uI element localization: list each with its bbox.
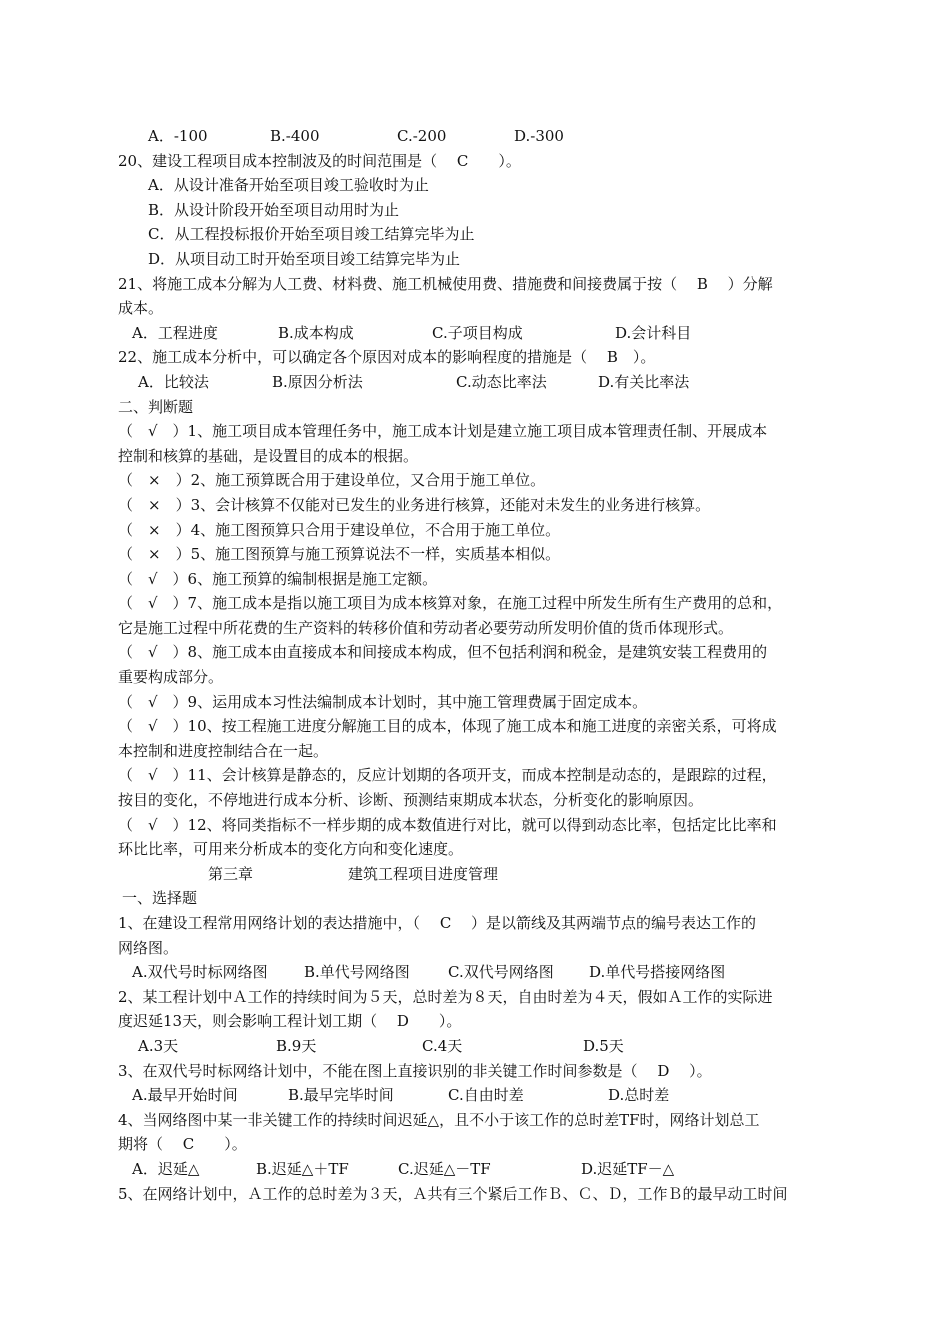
option-d: D.-300 <box>514 127 564 145</box>
c2-options <box>118 1034 838 1059</box>
option-a: A．迟延△ <box>132 1159 200 1178</box>
judge-line: （ × ）4、施工图预算只合用于建设单位，不合用于施工单位。 <box>118 520 561 539</box>
option-a: A．比较法 <box>138 372 209 391</box>
chapter-heading <box>118 862 838 887</box>
option-d: D.会计科目 <box>615 323 692 342</box>
option-c: C.子项目构成 <box>432 323 523 342</box>
judge-line: （ √ ）8、施工成本由直接成本和间接成本构成，但不包括利润和税金，是建筑安装工程费用的 <box>118 643 768 662</box>
c3-options <box>118 1083 838 1108</box>
option-a: A.3天 <box>138 1036 179 1055</box>
option-c: C.4天 <box>422 1036 463 1055</box>
option-b: B.-400 <box>270 127 320 145</box>
q20-option-c: C．从工程投标报价开始至项目竣工结算完毕为止 <box>148 225 475 244</box>
option-b: B.原因分析法 <box>272 372 363 391</box>
judge-line: 它是施工过程中所花费的生产资料的转移价值和劳动者必要劳动所发明价值的货币体现形式。 <box>118 618 734 637</box>
question-4-stem-cont: 期将（ C ）。 <box>118 1135 247 1154</box>
question-5-stem: 5、在网络计划中，Ａ工作的总时差为３天，Ａ共有三个紧后工作Ｂ、Ｃ、Ｄ，工作Ｂ的最早动工时间 <box>118 1184 788 1203</box>
option-a: A.双代号时标网络图 <box>132 963 268 982</box>
question-1-stem-cont: 网络图。 <box>118 938 179 957</box>
question-20-stem: 20、建设工程项目成本控制波及的时间范围是（ C ）。 <box>118 151 521 170</box>
judge-line: （ × ）2、施工预算既合用于建设单位，又合用于施工单位。 <box>118 471 546 490</box>
option-d: D.总时差 <box>608 1086 670 1105</box>
judge-line: （ × ）3、会计核算不仅能对已发生的业务进行核算，还能对未发生的业务进行核算。 <box>118 495 711 514</box>
judge-line: 重要构成部分。 <box>118 668 224 687</box>
question-22-stem: 22、施工成本分析中，可以确定各个原因对成本的影响程度的措施是（ B ）。 <box>118 348 656 367</box>
section-title-choice: 一、选择题 <box>122 889 198 908</box>
option-c: C.双代号网络图 <box>448 963 554 982</box>
option-b: B.迟延△＋TF <box>256 1159 349 1178</box>
judge-line: 本控制和进度控制结合在一起。 <box>118 741 329 760</box>
c4-options <box>118 1157 838 1182</box>
option-c: C.自由时差 <box>448 1086 524 1105</box>
judge-line: （ √ ）10、按工程施工进度分解施工目的成本，体现了施工成本和施工进度的亲密关系，可将成 <box>118 717 777 736</box>
question-2-stem-cont: 度迟延13天，则会影响工程计划工期（ D ）。 <box>118 1012 462 1031</box>
option-c: C.-200 <box>397 127 447 145</box>
judge-line: （ √ ）12、将同类指标不一样步期的成本数值进行对比，就可以得到动态比率，包括定比比率和 <box>118 815 777 834</box>
option-b: B.9天 <box>276 1036 317 1055</box>
option-b: B.单代号网络图 <box>304 963 410 982</box>
option-d: D.迟延TF－△ <box>581 1159 675 1178</box>
option-a: A.最早开始时间 <box>132 1086 238 1105</box>
judge-line: （ √ ）6、施工预算的编制根据是施工定额。 <box>118 569 438 588</box>
option-d: D.有关比率法 <box>598 372 690 391</box>
option-a: A．工程进度 <box>132 323 218 342</box>
option-d: D.单代号搭接网络图 <box>589 963 726 982</box>
question-4-stem: 4、当网络图中某一非关键工作的持续时间迟延△，且不小于该工作的总时差TF时，网络计划总工 <box>118 1110 760 1129</box>
judge-line: 环比比率，可用来分析成本的变化方向和变化速度。 <box>118 840 464 859</box>
option-d: D.5天 <box>583 1036 624 1055</box>
judge-line: （ √ ）1、施工项目成本管理任务中，施工成本计划是建立施工项目成本管理责任制、开展成本 <box>118 422 768 441</box>
q20-option-b: B．从设计阶段开始至项目动用时为止 <box>148 200 400 219</box>
c1-options <box>118 960 838 985</box>
chapter-number: 第三章 <box>208 864 254 883</box>
judge-line: 按目的变化，不停地进行成本分析、诊断、预测结束期成本状态，分析变化的影响原因。 <box>118 791 704 810</box>
judge-line: （ √ ）7、施工成本是指以施工项目为成本核算对象，在施工过程中所发生所有生产费用的总和， <box>118 594 783 613</box>
option-c: C.动态比率法 <box>456 372 547 391</box>
judge-line: 控制和核算的基础，是设置目的成本的根据。 <box>118 446 419 465</box>
judge-line: （ × ）5、施工图预算与施工预算说法不一样，实质基本相似。 <box>118 545 561 564</box>
question-21-stem: 21、将施工成本分解为人工费、材料费、施工机械使用费、措施费和间接费属于按（ B ）分解 <box>118 274 773 293</box>
q20-option-a: A．从设计准备开始至项目竣工验收时为止 <box>148 176 429 195</box>
section-title-judgement: 二、判断题 <box>118 397 194 416</box>
judge-line: （ √ ）11、会计核算是静态的，反应计划期的各项开支，而成本控制是动态的，是跟踪的过程， <box>118 766 777 785</box>
document-body <box>118 124 838 1206</box>
chapter-title: 建筑工程项目进度管理 <box>348 864 499 883</box>
option-c: C.迟延△－TF <box>398 1159 491 1178</box>
option-a: A．-100 <box>148 127 208 145</box>
question-21-stem-cont: 成本。 <box>118 299 164 318</box>
q19-options <box>118 124 838 149</box>
question-2-stem: 2、某工程计划中Ａ工作的持续时间为５天，总时差为８天，自由时差为４天，假如Ａ工作的实际进 <box>118 987 773 1006</box>
question-1-stem: 1、在建设工程常用网络计划的表达措施中，（ C ）是以箭线及其两端节点的编号表达工作的 <box>118 914 757 932</box>
option-b: B.最早完毕时间 <box>288 1086 394 1105</box>
question-3-stem: 3、在双代号时标网络计划中，不能在图上直接识别的非关键工作时间参数是（ D ）。 <box>118 1061 712 1080</box>
q22-options <box>118 370 838 395</box>
option-b: B.成本构成 <box>278 323 354 342</box>
q20-option-d: D．从项目动工时开始至项目竣工结算完毕为止 <box>148 249 461 268</box>
judge-line: （ √ ）9、运用成本习性法编制成本计划时，其中施工管理费属于固定成本。 <box>118 692 648 711</box>
q21-options <box>118 321 838 346</box>
